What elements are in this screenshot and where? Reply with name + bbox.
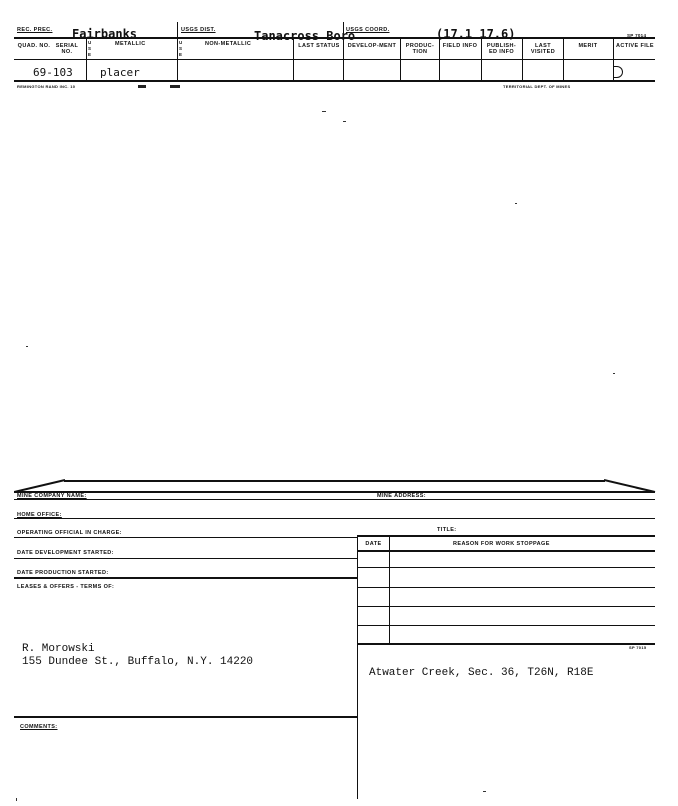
col-published-info: PUBLISH-ED INFO [486,43,517,55]
quad-serial-value: 69-103 [33,66,73,79]
operating-official-label: OPERATING OFFICIAL IN CHARGE: [17,530,122,536]
metallic-value: placer [100,66,140,79]
mining-dist-value: Tanacross Boro [254,29,356,43]
usgs-coord-label: USGS COORD. [346,27,390,33]
col-serial-no: SERIAL NO. [55,43,79,55]
usgs-coord-value: (17.1 17.6) [436,27,516,41]
col-active-file: ACTIVE FILE [615,43,654,49]
col-merit: MERIT [578,43,598,49]
printer-line: REMINGTON RAND INC. 10 [17,84,76,89]
owner-address: 155 Dundee St., Buffalo, N.Y. 14220 [22,656,254,668]
col-development: DEVELOP-MENT [347,43,397,49]
col-metallic: METALLIC [115,41,146,47]
owner-name: R. Morowski [22,643,95,655]
rec-prec-label: REC. PREC. [17,27,53,33]
col-field-info: FIELD INFO [442,43,478,49]
col-last-visited: LAST VISITED [530,43,556,55]
date-column-header: DATE [365,541,382,547]
leases-offers-label: LEASES & OFFERS - TERMS OF: [17,584,115,590]
location-entry: Atwater Creek, Sec. 36, T26N, R18E [369,667,594,679]
rec-prec-value: Fairbanks [72,27,138,41]
col-production: PRODUC-TION [405,43,435,55]
mining-dist-label: USGS DIST. [181,27,216,33]
col-last-status: LAST STATUS [298,43,340,49]
mine-company-name-label: MINE COMPANY NAME: [17,493,87,499]
home-office-label: HOME OFFICE: [17,512,62,518]
active-file-mark [614,66,623,78]
col-use: U S E [88,40,92,57]
form-number: SP 7014 [627,33,647,38]
col-non-metallic: NON-METALLIC [205,41,252,47]
title-label: TITLE: [437,527,457,533]
printer-right: TERRITORIAL DEPT. OF MINES [503,84,571,89]
comments-label: COMMENTS: [20,724,58,730]
date-production-label: DATE PRODUCTION STARTED: [17,570,109,576]
date-development-label: DATE DEVELOPMENT STARTED: [17,550,114,556]
mine-address-label: MINE ADDRESS: [377,493,426,499]
form-number-lower: SP 7015 [629,645,647,650]
col-quad-no: QUAD. NO. [17,43,51,49]
reason-column-header: REASON FOR WORK STOPPAGE [453,541,550,547]
col-use-2: U S E [179,40,183,57]
